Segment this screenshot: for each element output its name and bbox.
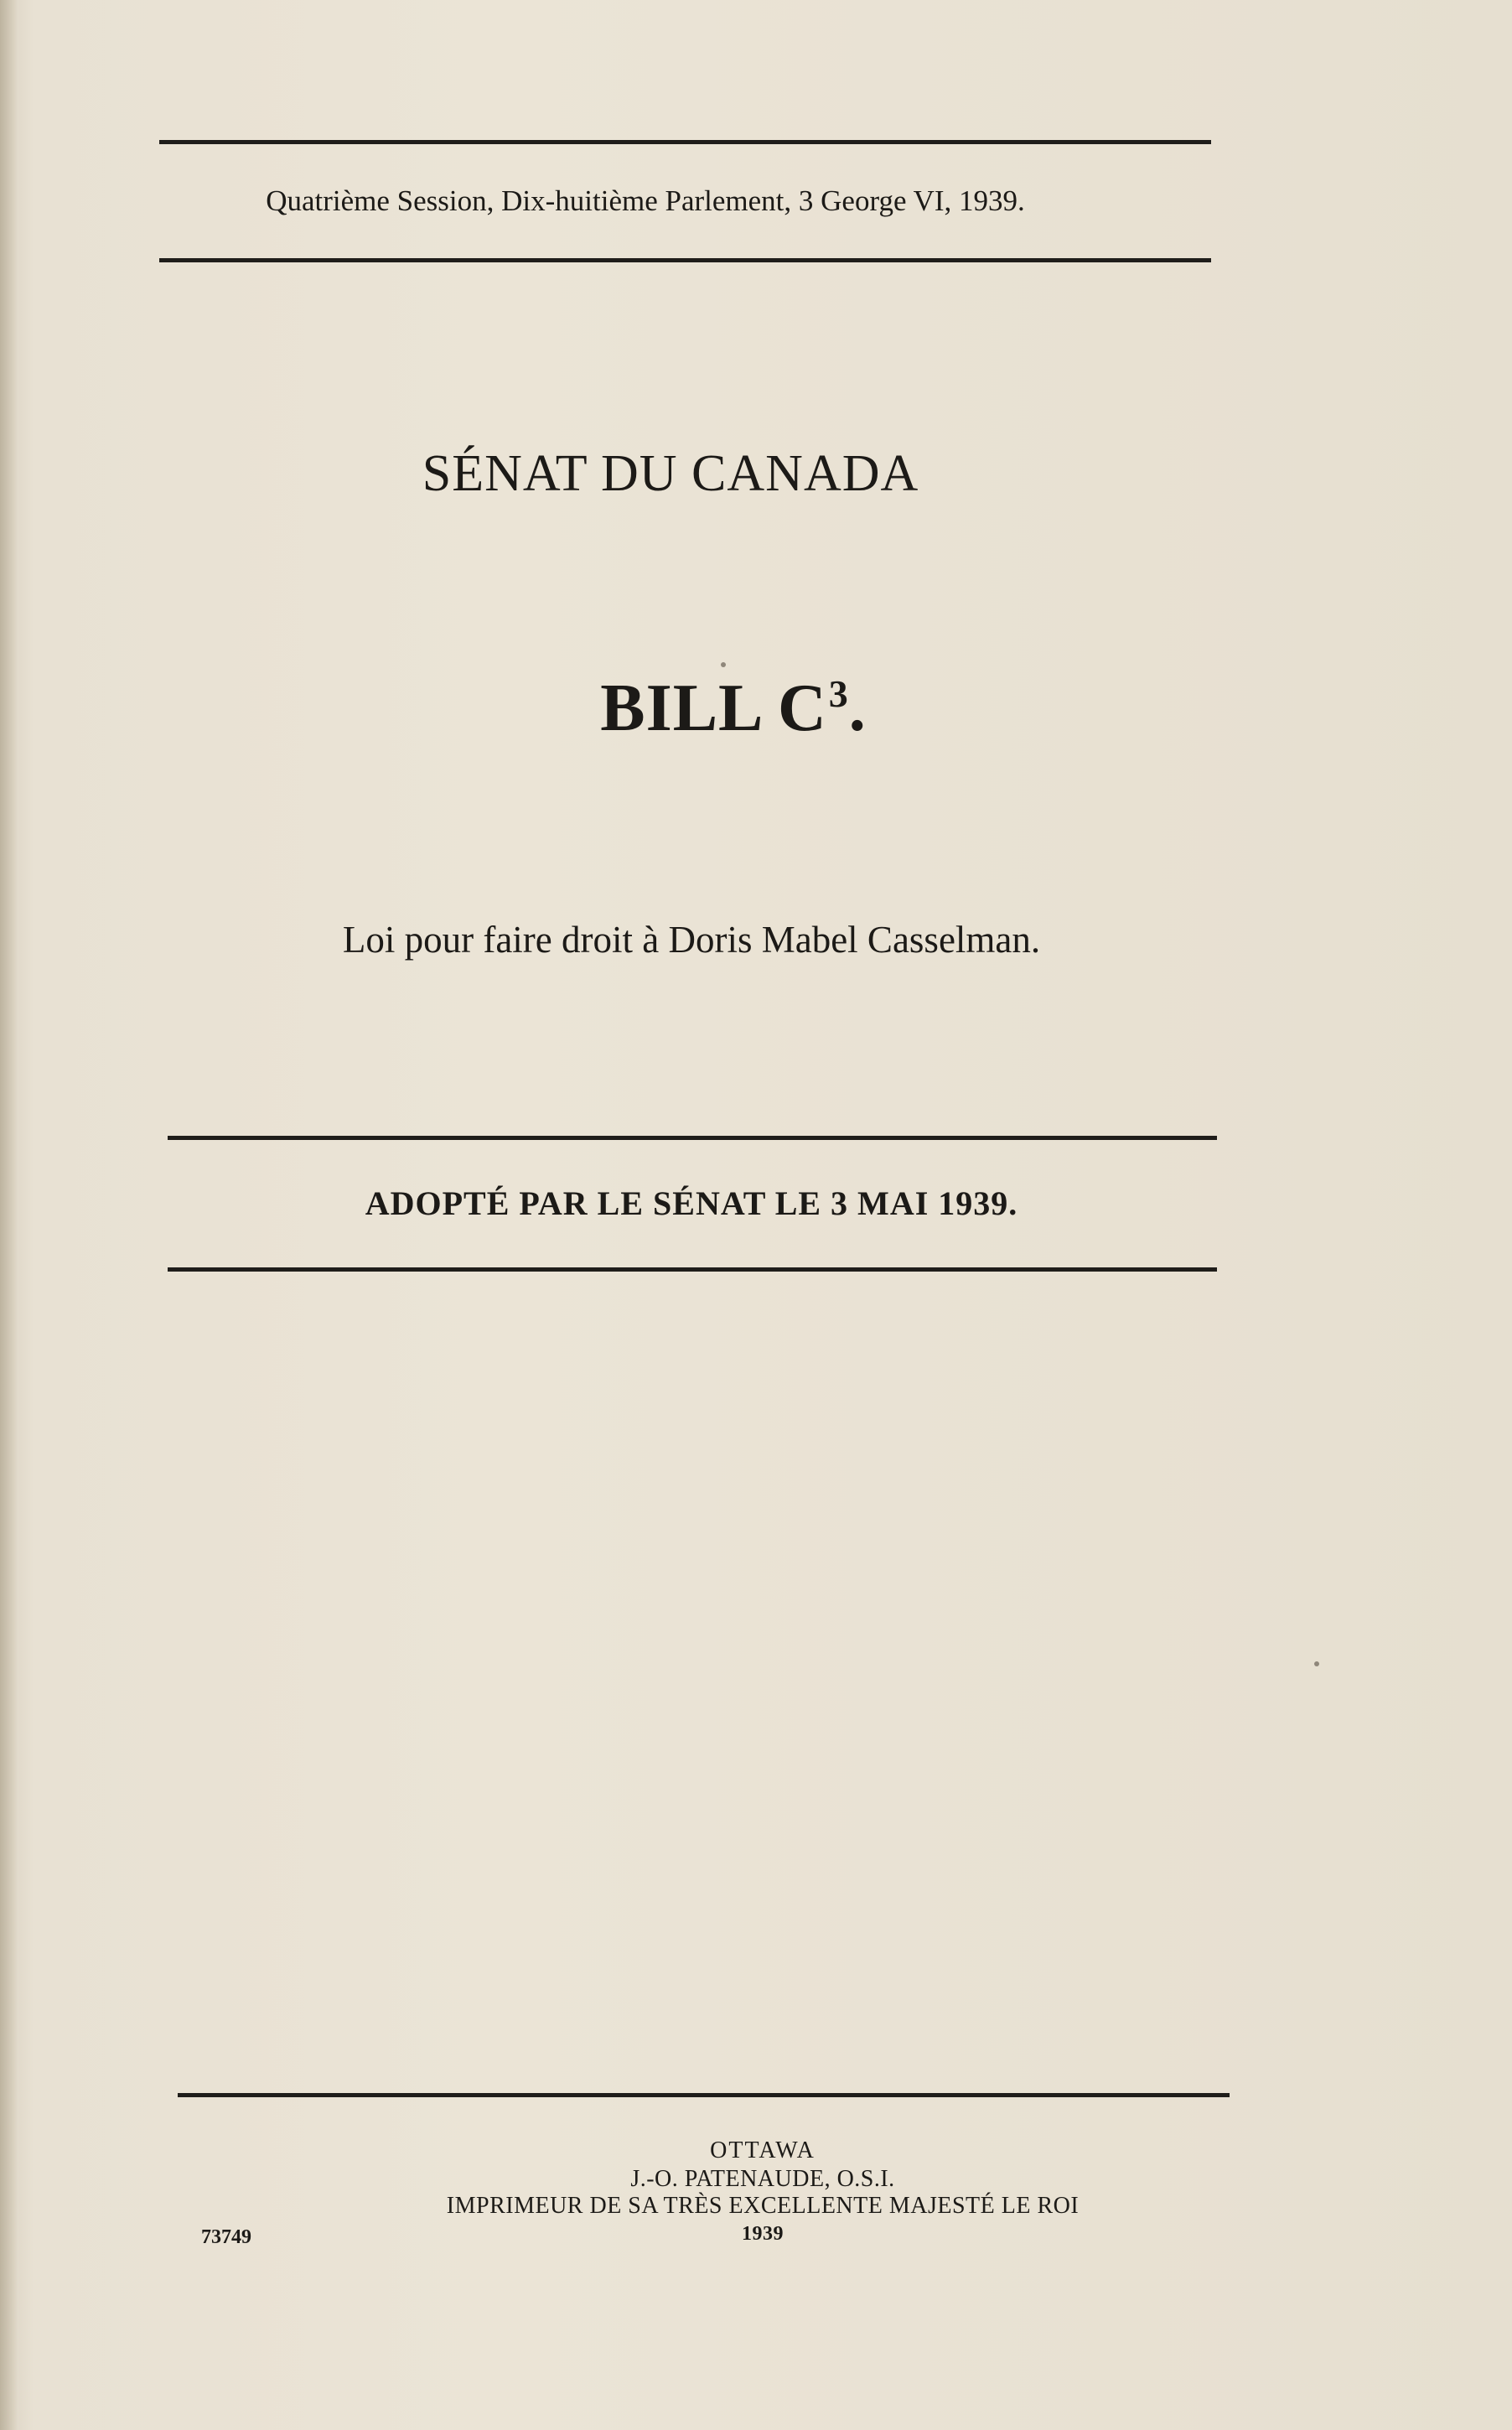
bill-label: BILL C	[600, 671, 827, 745]
paper-speck	[1314, 1661, 1319, 1666]
bill-superscript: 3	[828, 672, 849, 715]
imprint-role: IMPRIMEUR DE SA TRÈS EXCELLENTE MAJESTÉ LE ROI	[446, 2193, 1080, 2219]
paper-speck	[721, 662, 726, 667]
bill-number	[419, 671, 1048, 747]
house-heading: SÉNAT DU CANADA	[422, 445, 919, 502]
bill-period: .	[848, 671, 867, 745]
imprint-rule	[178, 2093, 1230, 2097]
top-rule-1	[159, 140, 1211, 144]
binding-edge	[0, 0, 18, 2430]
session-line: Quatrième Session, Dix-huitième Parlement, 3 George VI, 1939.	[266, 184, 1025, 217]
imprint-printer: J.-O. PATENAUDE, O.S.I.	[630, 2166, 895, 2192]
bill-title: Loi pour faire droit à Doris Mabel Casselman.	[342, 919, 1041, 961]
imprint-city: OTTAWA	[710, 2137, 816, 2163]
adoption-rule-top	[168, 1136, 1217, 1140]
imprint-year: 1939	[742, 2223, 784, 2245]
adoption-rule-bottom	[168, 1267, 1217, 1272]
adoption-line: ADOPTÉ PAR LE SÉNAT LE 3 MAI 1939.	[365, 1184, 1018, 1222]
top-rule-2	[159, 258, 1211, 262]
print-code: 73749	[201, 2226, 251, 2248]
